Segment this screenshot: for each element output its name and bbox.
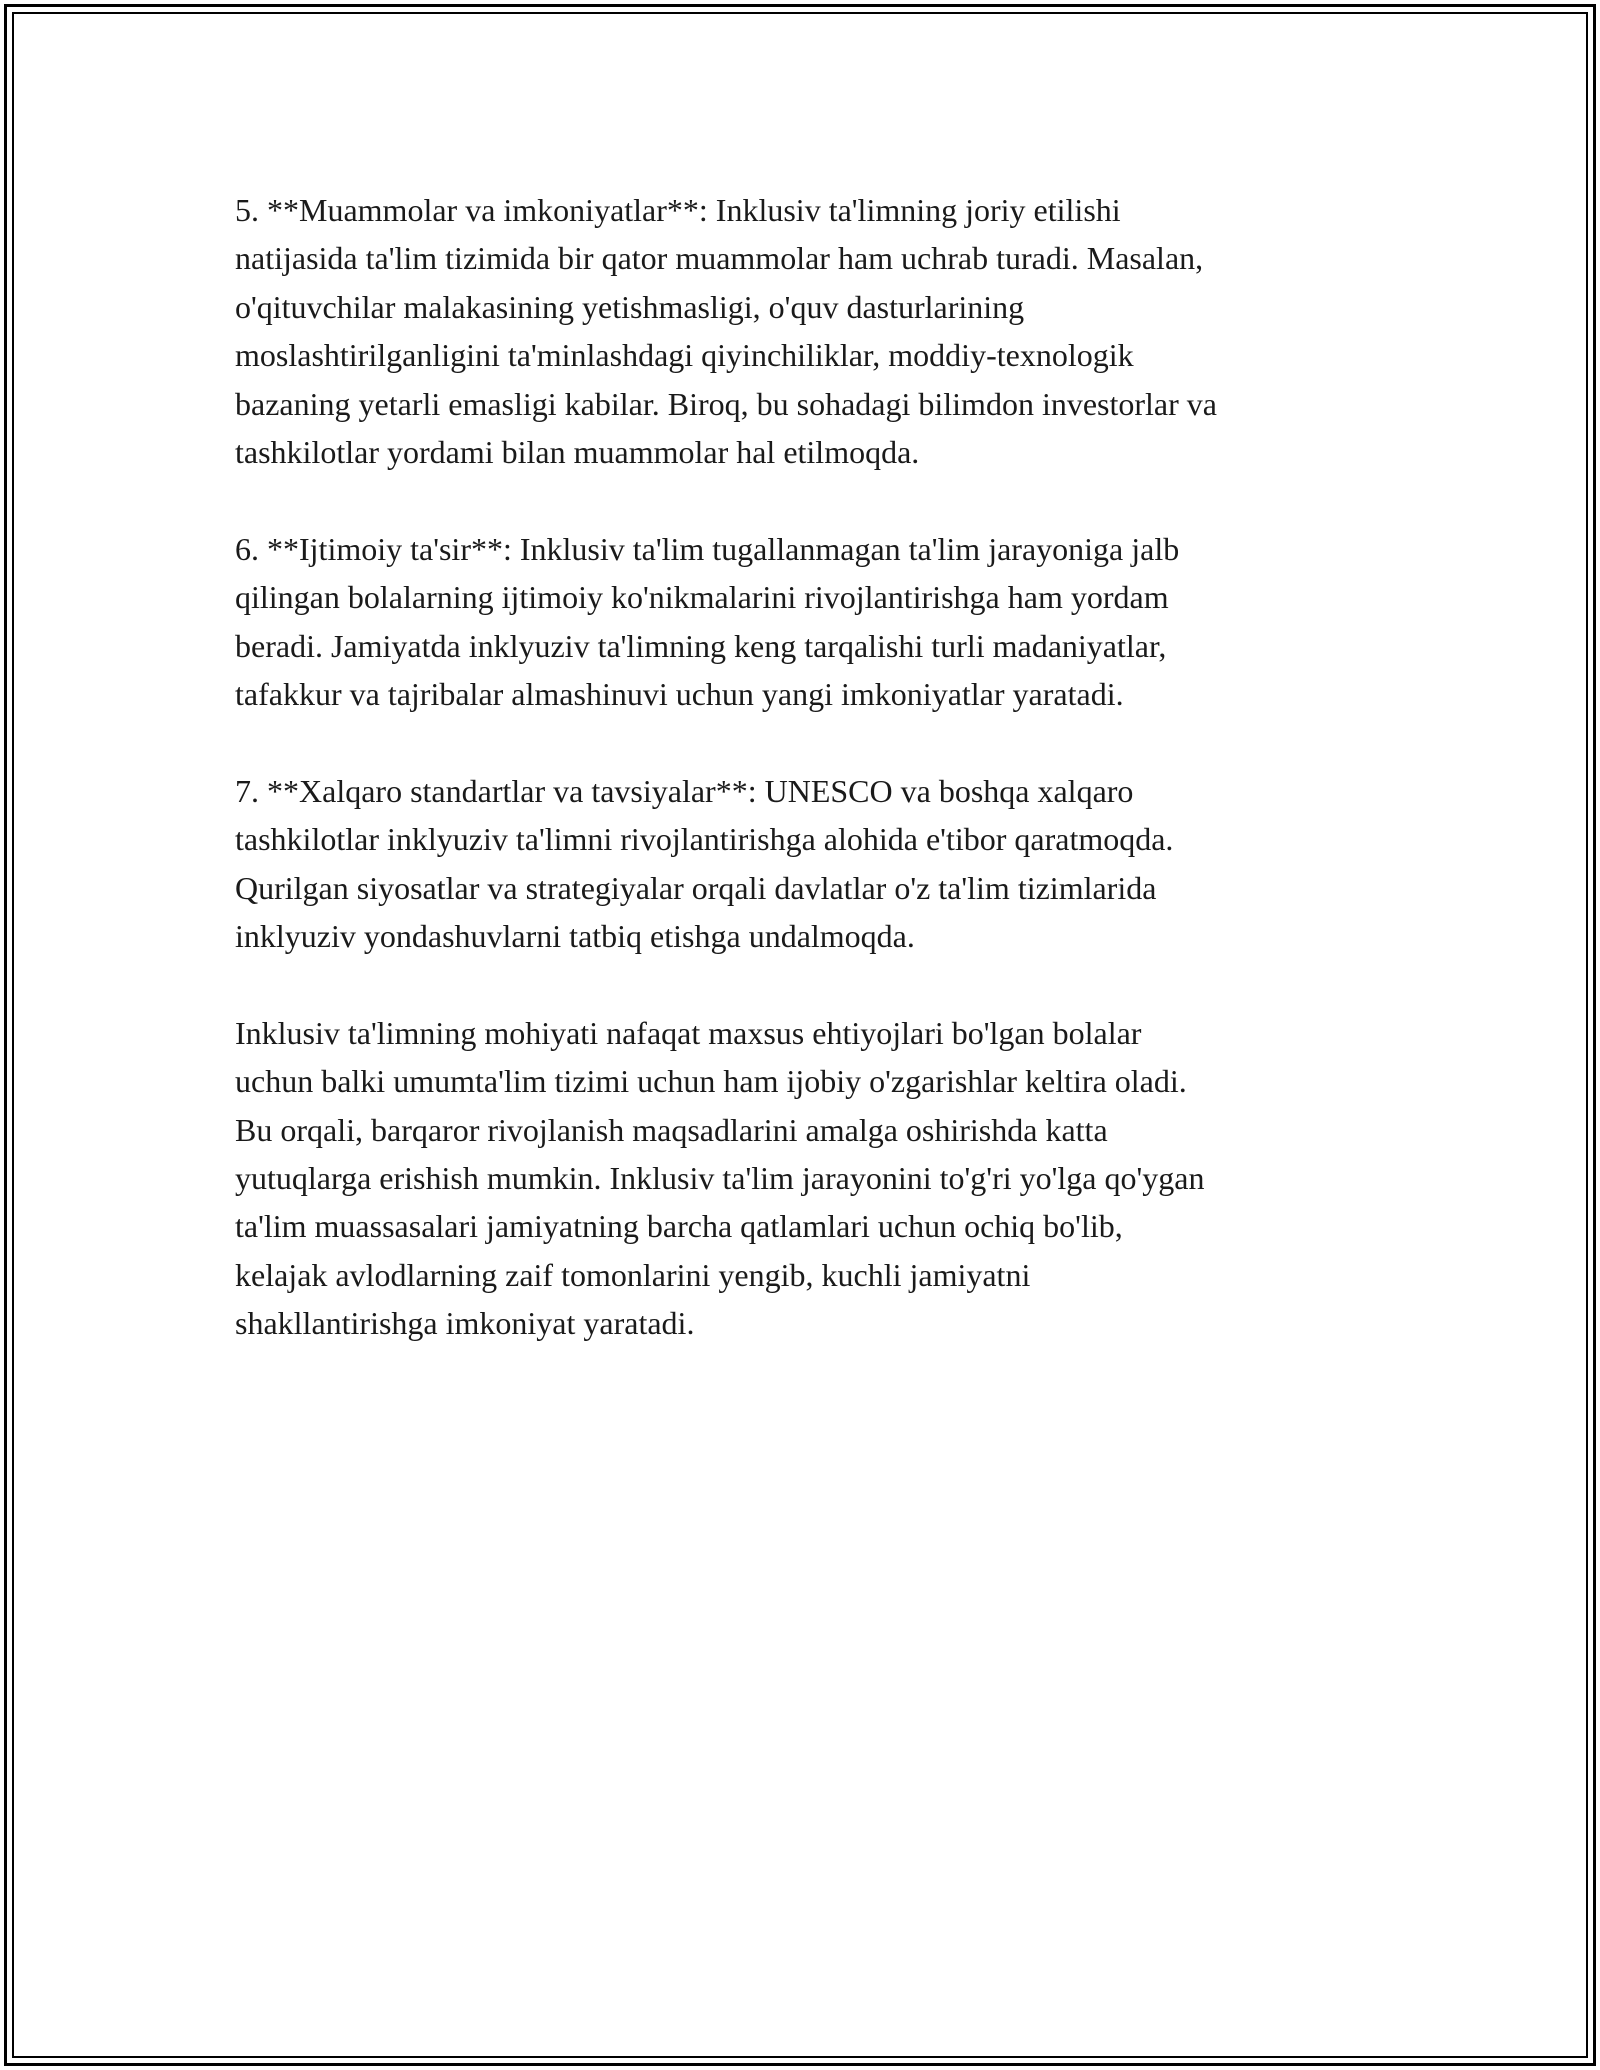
text-line: o'qituvchilar malakasining yetishmasligi, o'quv dasturlarining [235,288,1025,325]
paragraph-social-impact [235,525,1405,719]
text-line: 6. **Ijtimoiy ta'sir**: Inklusiv ta'lim tugallanmagan ta'lim jarayoniga jalb [235,530,1180,567]
text-line: Inklusiv ta'limning mohiyati nafaqat maxsus ehtiyojlari bo'lgan bolalar [235,1014,1142,1051]
document-body [235,186,1405,1396]
text-line: ta'lim muassasalari jamiyatning barcha qatlamlari uchun ochiq bo'lib, [235,1208,1123,1245]
text-line: qilingan bolalarning ijtimoiy ko'nikmalarini rivojlantirishga ham yordam [235,579,1169,616]
text-line: uchun balki umumta'lim tizimi uchun ham ijobiy o'zgarishlar keltira oladi. [235,1063,1187,1100]
text-line: inklyuziv yondashuvlarni tatbiq etishga undalmoqda. [235,918,915,955]
text-line: 5. **Muammolar va imkoniyatlar**: Inklusiv ta'limning joriy etilishi [235,192,1121,228]
paragraph-conclusion [235,1009,1405,1348]
text-line: 7. **Xalqaro standartlar va tavsiyalar**: UNESCO va boshqa xalqaro [235,772,1134,809]
text-line: tafakkur va tajribalar almashinuvi uchun yangi imkoniyatlar yaratadi. [235,676,1124,713]
text-line: shakllantirishga imkoniyat yaratadi. [235,1305,695,1342]
text-line: natijasida ta'lim tizimida bir qator muammolar ham uchrab turadi. Masalan, [235,240,1204,277]
paragraph-international-standards [235,767,1405,961]
paragraph-challenges [235,186,1405,476]
text-line: Qurilgan siyosatlar va strategiyalar orqali davlatlar o'z ta'lim tizimlarida [235,869,1157,906]
text-line: moslashtirilganligini ta'minlashdagi qiyinchiliklar, moddiy-texnologik [235,337,1134,374]
text-line: kelajak avlodlarning zaif tomonlarini yengib, kuchli jamiyatni [235,1256,1031,1293]
text-line: yutuqlarga erishish mumkin. Inklusiv ta'lim jarayonini to'g'ri yo'lga qo'ygan [235,1160,1205,1197]
text-line: Bu orqali, barqaror rivojlanish maqsadlarini amalga oshirishda katta [235,1111,1108,1148]
text-line: tashkilotlar yordami bilan muammolar hal etilmoqda. [235,434,920,471]
text-line: bazaning yetarli emasligi kabilar. Biroq, bu sohadagi bilimdon investorlar va [235,385,1217,422]
text-line: tashkilotlar inklyuziv ta'limni rivojlantirishga alohida e'tibor qaratmoqda. [235,821,1174,858]
text-line: beradi. Jamiyatda inklyuziv ta'limning keng tarqalishi turli madaniyatlar, [235,627,1167,664]
